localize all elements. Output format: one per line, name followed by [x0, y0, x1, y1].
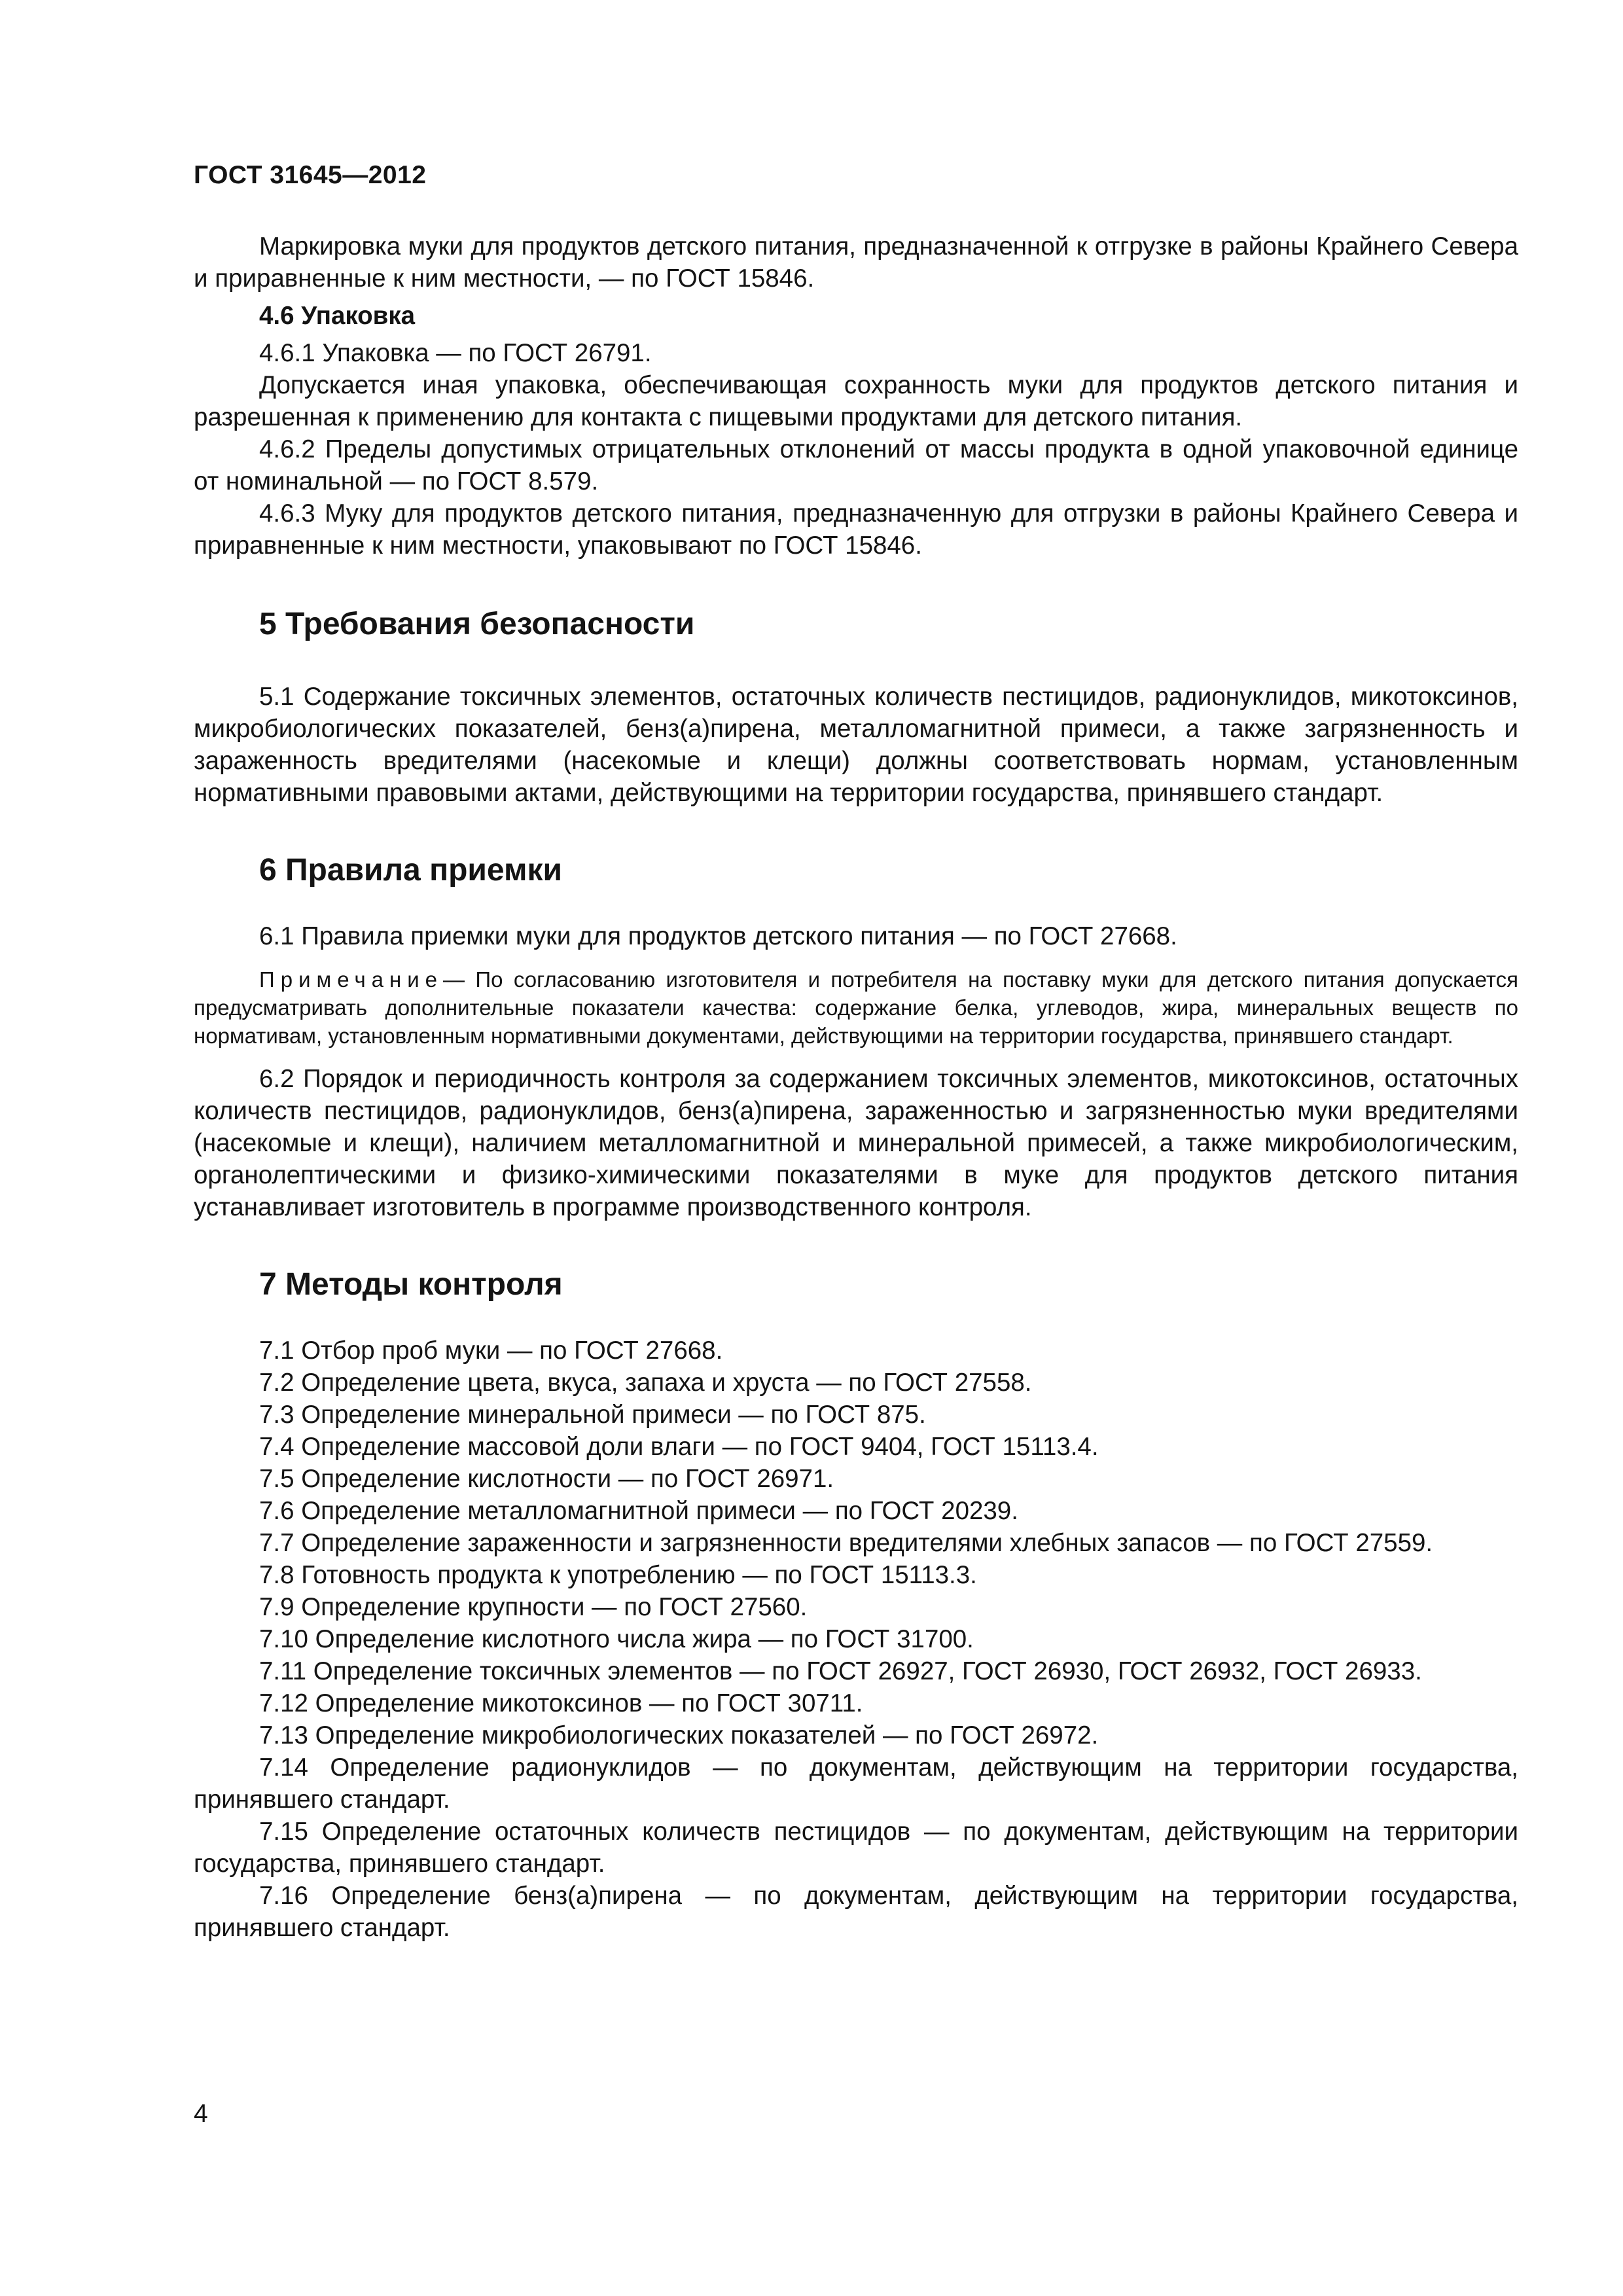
list-item: 7.16 Определение бенз(а)пирена — по документам, действующим на территории государства, принявшего стандарт.: [194, 1882, 1518, 1942]
list-item: 7.3 Определение минеральной примеси — по ГОСТ 875.: [259, 1401, 926, 1429]
list-item: 7.6 Определение металломагнитной примеси — по ГОСТ 20239.: [259, 1497, 1018, 1525]
list-item: 7.8 Готовность продукта к употреблению — по ГОСТ 15113.3.: [259, 1561, 977, 1589]
list-item: 7.14 Определение радионуклидов — по документам, действующим на территории государства, принявшего стандарт.: [194, 1753, 1518, 1814]
note-text: — По согласованию изготовителя и потребителя на поставку муки для детского питания допускается предусматривать дополнительные показатели качества: содержание белка, углеводов, жира, минеральных веществ по нормативам, установленным нормативными документами, действующими на территории государства, принявшего стандарт.: [194, 967, 1518, 1048]
page-header: ГОСТ 31645—2012: [194, 161, 427, 189]
list-item: 7.11 Определение токсичных элементов — по ГОСТ 26927, ГОСТ 26930, ГОСТ 26932, ГОСТ 26933.: [259, 1657, 1422, 1685]
list-item: 7.4 Определение массовой доли влаги — по ГОСТ 9404, ГОСТ 15113.4.: [259, 1433, 1099, 1461]
document-body: [194, 230, 1518, 1944]
paragraph-4-6-1-extra: Допускается иная упаковка, обеспечивающая сохранность муки для продуктов детского питания и разрешенная к применению для контакта с пищевыми продуктами для детского питания.: [194, 371, 1518, 431]
section-title-6: 6 Правила приемки: [259, 853, 563, 888]
list-item: 7.2 Определение цвета, вкуса, запаха и хруста — по ГОСТ 27558.: [259, 1369, 1032, 1397]
paragraph-4-6-2: 4.6.2 Пределы допустимых отрицательных отклонений от массы продукта в одной упаковочной единице от номинальной — по ГОСТ 8.579.: [194, 435, 1518, 495]
list-item: 7.13 Определение микробиологических показателей — по ГОСТ 26972.: [259, 1721, 1099, 1749]
list-item: 7.7 Определение зараженности и загрязненности вредителями хлебных запасов — по ГОСТ 27559.: [259, 1529, 1433, 1557]
note: [194, 965, 1518, 1050]
paragraph-6-1: 6.1 Правила приемки муки для продуктов детского питания — по ГОСТ 27668.: [259, 922, 1177, 950]
list-item: 7.15 Определение остаточных количеств пестицидов — по документам, действующим на территории государства, принявшего стандарт.: [194, 1818, 1518, 1878]
paragraph-marking: Маркировка муки для продуктов детского питания, предназначенной к отгрузке в районы Крайнего Севера и приравненные к ним местности, — по ГОСТ 15846.: [194, 232, 1518, 293]
list-item: 7.5 Определение кислотности — по ГОСТ 26971.: [259, 1465, 834, 1493]
paragraph-6-2: 6.2 Порядок и периодичность контроля за содержанием токсичных элементов, микотоксинов, остаточных количеств пестицидов, радионуклидов, бенз(а)пирена, зараженностью и загрязненностью муки вредителями (насекомые и клещи), наличием металломагнитной и минеральной примесей, а также микробиологическим, органолептическими и физико-химическими показателями в муке для продуктов детского питания устанавливает изготовитель в программе производственного контроля.: [194, 1065, 1518, 1221]
subsection-title-4-6: 4.6 Упаковка: [259, 302, 415, 330]
methods-list: [194, 1335, 1518, 1944]
list-item: 7.12 Определение микотоксинов — по ГОСТ 30711.: [259, 1689, 863, 1717]
paragraph-4-6-3: 4.6.3 Муку для продуктов детского питания, предназначенную для отгрузки в районы Крайнего Севера и приравненные к ним местности, упаковывают по ГОСТ 15846.: [194, 499, 1518, 560]
section-title-5: 5 Требования безопасности: [259, 607, 695, 641]
paragraph-4-6-1: 4.6.1 Упаковка — по ГОСТ 26791.: [259, 339, 652, 367]
note-label: Примечание: [259, 967, 444, 992]
section-title-7: 7 Методы контроля: [259, 1267, 563, 1302]
list-item: 7.9 Определение крупности — по ГОСТ 27560.: [259, 1593, 808, 1621]
page-number: 4: [194, 2100, 208, 2128]
list-item: 7.1 Отбор проб муки — по ГОСТ 27668.: [259, 1336, 723, 1365]
paragraph-5-1: 5.1 Содержание токсичных элементов, остаточных количеств пестицидов, радионуклидов, микотоксинов, микробиологических показателей, бенз(а)пирена, металломагнитной примеси, а также загрязненность и зараженность вредителями (насекомые и клещи) должны соответствовать нормам, установленным нормативными правовыми актами, действующими на территории государства, принявшего стандарт.: [194, 683, 1518, 807]
list-item: 7.10 Определение кислотного числа жира — по ГОСТ 31700.: [259, 1625, 974, 1653]
